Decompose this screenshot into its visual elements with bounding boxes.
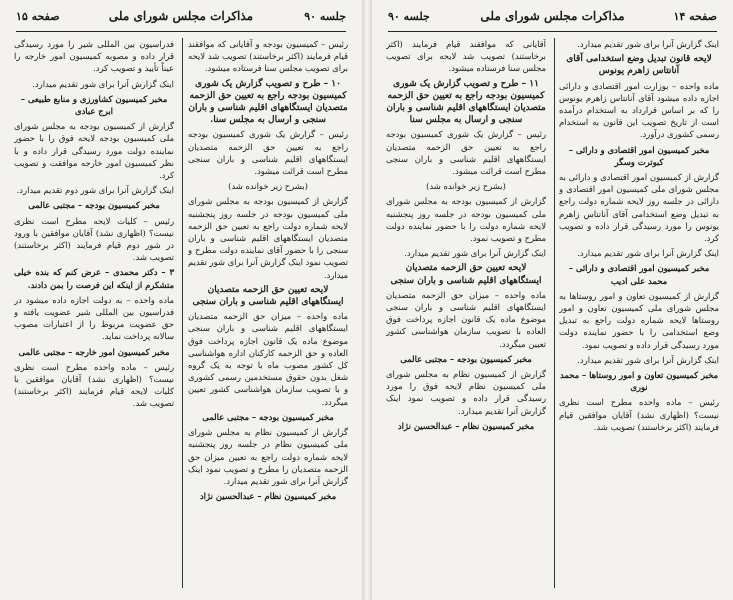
left-column-divider [182,38,183,588]
paragraph: ماده واحده – میزان حق الزحمه متصدیان ایستگاههای اقلیم شناسی و باران سنجی موضوع ماده یک قانون اجازه پرداخت فوق العاده با تصویب سازمان هواشناسی کشور تعیین میگردد. [386,289,546,349]
right-page-title: مذاکرات مجلس شورای ملی [480,9,625,23]
paragraph: ماده واحده – به دولت اجازه داده میشود در فدراسیون بین المللی شیر عضویت یافته و حق عضویت مربوط را از اعتبارات مصوب سالانه پرداخت نماید. [14,294,174,342]
signature: مخبر کمیسیون بودجه – مجتبی عالمی [400,353,532,364]
paragraph: گزارش از کمیسیون امور اقتصادی و دارائی به مجلس شورای ملی کمیسیون امور اقتصادی و دارائی در جلسه روز لایحه شماره دولت راجع به تبدیل وضع استخدامی آقای آنانتاس زاهرم یونوس را مورد رسیدگی قرار داده و تصویب کرد. [559,172,719,244]
paragraph: گزارش از کمیسیون نظام به مجلس شورای ملی کمیسیون نظام در جلسه روز پنجشنبه لایحه شماره دولت راجع به تعیین میزان حق الزحمه متصدیان را مطرح و تصویب نمود اینک گزارش آنرا برای شور تقدیم میدارد. [188,427,348,486]
signature: مخبر کمیسیون امور اقتصادی و دارائی – محمد علی ادیب [568,263,710,286]
right-page-header [388,8,717,28]
left-page-title: مذاکرات مجلس شورای ملی [108,9,254,23]
right-page [372,0,733,600]
paragraph: گزارش از کمیسیون بودجه به مجلس شورای ملی کمیسیون بودجه در جلسه روز پنجشنبه لایحه شماره دولت را با حضور نماینده دولت مطرح و تصویب نمود. [386,196,546,244]
left-page-session: جلسه ۹۰ [304,10,346,23]
paragraph: اینک گزارش آنرا برای شور تقدیم میدارد. [577,248,719,259]
signature: مخبر کمیسیون نظام – عبدالحسین نژاد [199,491,337,502]
section-heading: ۱۰ – طرح و تصویب گزارش یک شوری کمیسیون بودجه راجع به تعیین حق الزحمه متصدیان ایستگاههای اقلیم شناسی و باران سنجی و ارسال به مجلس سنا. [188,78,348,126]
paragraph: (بشرح زیر خوانده شد) [228,181,308,192]
left-page [0,0,362,600]
right-header-rule [388,31,717,32]
signature: مخبر کمیسیون نظام – عبدالحسین نژاد [397,420,535,431]
paragraph: گزارش از کمیسیون بودجه به مجلس شورای ملی کمیسیون بودجه لایحه فوق را با حضور نماینده دولت مورد رسیدگی قرار داده و با نظر کمیسیون امور خارجه موافقت و تصویب کرد. [14,121,174,181]
left-page-number: صفحه ۱۵ [16,10,60,23]
paragraph: ۳ – دکتر محمدی – عرض کنم که بنده خیلی متشکرم از اینکه این فرصت را بمن دادند. [14,267,174,290]
right-column-divider [554,38,555,588]
paragraph: رئیس – کلیات لایحه مطرح است نظری نیست؟ (اظهاری نشد) آقایان موافقین با ورود در شور دوم قیام فرمایند (اکثر برخاستند) تصویب شد. [14,215,174,263]
paragraph: گزارش از کمیسیون بودجه به مجلس شورای ملی کمیسیون بودجه در جلسه روز پنجشنبه لایحه شماره دولت راجع به تعیین حق الزحمه متصدیان ایستگاههای اقلیم شناسی و باران سنجی را با حضور آقای نماینده دولت مطرح و تصویب نمود اینک گزارش آنرا برای شور تقدیم میدارد. [188,196,348,280]
paragraph: گزارش از کمیسیون نظام به مجلس شورای ملی کمیسیون نظام لایحه فوق را مورد رسیدگی قرار داده و تصویب نمود اینک گزارش آنرا تقدیم میدارد. [386,369,546,416]
section-heading: ۱۱ – طرح و تصویب گزارش یک شوری کمیسیون بودجه راجع به تعیین حق الزحمه متصدیان ایستگاههای اقلیم شناسی و باران سنجی و ارسال به مجلس سنا [386,78,546,126]
signature: مخبر کمیسیون امور اقتصادی و دارائی – کبوترت وسگر [568,144,710,167]
paragraph: اینک گزارش آنرا برای شور تقدیم میدارد. [404,248,546,259]
paragraph: ماده واحده – میزان حق الزحمه متصدیان ایستگاههای اقلیم شناسی و باران سنجی موضوع ماده یک قانون اجازه پرداخت فوق العاده و حق الزحمه کارکنان اداره هواشناسی کل کشور مصوب ماه با توجه به یک گروه شغل بدون حقوق مستخدمین رسمی کشوری و با تصویب سازمان هواشناسی کشور تعیین میگردد. [188,311,348,407]
paragraph: رئیس – گزارش یک شوری کمیسیون بودجه راجع به تعیین حق الزحمه متصدیان ایستگاههای اقلیم شناسی و باران سنجی مطرح است قرائت میشود. [386,129,546,177]
paragraph: رئیس – ماده واحده مطرح است نظری نیست؟ (اظهاری نشد) آقایان موافقین با کلیات لایحه قیام فرمایند (اکثر برخاستند) تصویب شد. [14,361,174,409]
bill-title: لایحه قانون تبدیل وضع استخدامی آقای آنانتاس زاهرم یونوس [566,54,712,77]
signature: مخبر کمیسیون کشاورزی و منابع طبیعی – ابرج عبادی [20,93,168,117]
paragraph: اینک گزارش آنرا برای شور تقدیم میدارد. [32,78,174,89]
left-page-column-right [188,38,348,592]
signature: مخبر کمیسیون امور خارجه – مجتبی عالمی [18,346,170,357]
paragraph: اینک گزارش آنرا برای شور دوم تقدیم میدارد. [16,185,174,196]
paragraph: رئیس – گزارش یک شوری کمیسیون بودجه راجع به تعیین حق الزحمه متصدیان ایستگاههای اقلیم شناسی و باران سنجی مطرح است قرائت میشود. [188,129,348,177]
left-header-rule [16,31,346,32]
paragraph: رئیس – ماده واحده مطرح است نظری نیست؟ (اظهاری نشد) آقایان موافقین قیام فرمایند (اکثر برخاستند) تصویب شد. [559,397,719,432]
signature: مخبر کمیسیون بودجه – مجتبی عالمی [202,411,334,422]
paragraph: رئیس – کمیسیون بودجه و آقایانی که موافقند قیام فرمایند (اکثر برخاستند) تصویب شد لایحه برای تصویب مجلس سنا فرستاده میشود. [188,39,348,74]
signature: مخبر کمیسیون بودجه – مجتبی عالمی [28,200,160,211]
right-page-session: جلسه ۹۰ [388,10,430,23]
paragraph: اینک گزارش آنرا برای شور تقدیم میدارد. [577,39,719,49]
left-page-header [16,8,346,28]
bill-title: لایحه تعیین حق الزحمه متصدیان ایستگاههای اقلیم شناسی و باران سنجی [192,284,344,308]
left-page-column-left [14,38,174,592]
right-page-column-right [559,38,719,592]
right-page-number: صفحه ۱۴ [673,10,717,23]
paragraph: فدراسیون بین المللی شیر را مورد رسیدگی قرار داده و مصوبه کمیسیون امور خارجه را عیناً تأیید و تصویب کرد. [14,39,174,74]
bill-title: لایحه تعیین حق الزحمه متصدیان ایستگاههای اقلیم شناسی و باران سنجی [390,263,542,286]
right-page-column-left [386,38,546,592]
paragraph: آقایانی که موافقند قیام فرمایند (اکثر برخاستند) تصویب شد لایحه برای تصویب مجلس سنا فرستاده میشود. [386,39,546,74]
paragraph: (بشرح زیر خوانده شد) [426,181,506,192]
book-gutter [362,0,372,600]
paragraph: اینک گزارش آنرا برای شور تقدیم میدارد. [577,354,719,365]
signature: مخبر کمیسیون تعاون و امور روستاها – محمد نوری [559,370,719,393]
paragraph: گزارش از کمیسیون تعاون و امور روستاها به مجلس شورای ملی کمیسیون تعاون و امور روستاها لایحه شماره دولت راجع به تبدیل وضع استخدامی را با حضور نماینده دولت مورد رسیدگی قرار داده و تصویب نمود. [559,290,719,350]
paragraph: ماده واحده – بوزارت امور اقتصادی و دارائی اجازه داده میشود آقای آنانتاس زاهرم یونوس را که بر اساس قرارداد به استخدام درآمده است از تاریخ تصویب این قانون به استخدام رسمی کشوری درآورد. [559,80,719,140]
